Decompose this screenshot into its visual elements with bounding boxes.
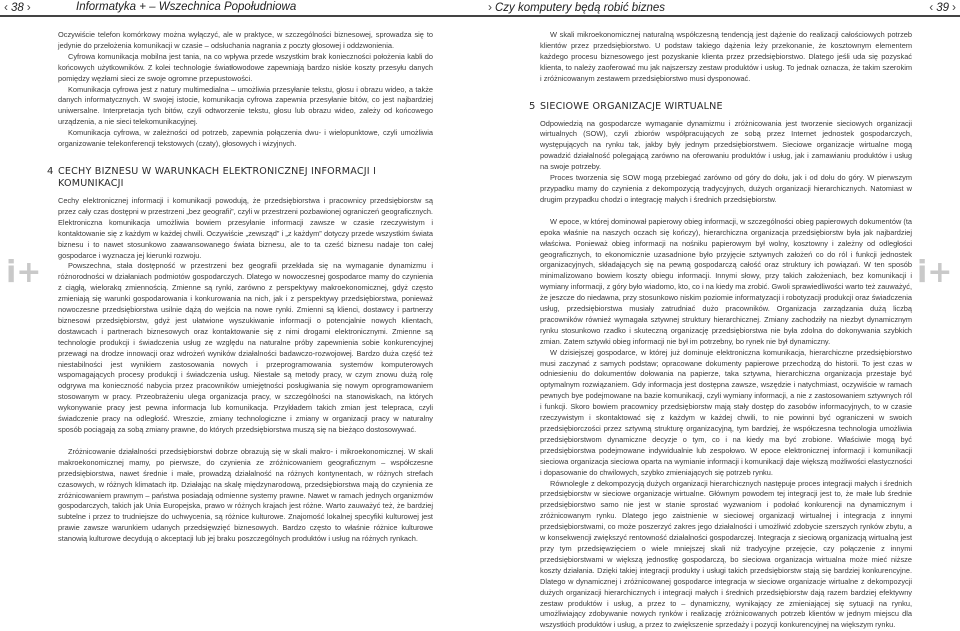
- chevron-right-icon: ›: [26, 0, 31, 14]
- paragraph: Cyfrowa komunikacja mobilna jest tania, na co wpływa przede wszystkim brak konieczności położenia kabli do końcowych użytkowników. Z kolei technologie światłowodowe zapewniają bardzo niskie koszty przesyłu danych pomiędzy węzłami sieci ze swoje ogromne przepustowości.: [58, 51, 433, 83]
- paragraph: Oczywiście telefon komórkowy można wyłączyć, ale w praktyce, w szczególności biznesowej, sprowadza się to jedynie do przełożenia komunikacji w czasie – odsłuchania nagrania z poczty głosowej i oddzwonienia.: [58, 30, 433, 50]
- section-number: 4: [47, 165, 54, 177]
- paragraph: Powszechna, stała dostępność w przestrzeni bez geografii przekłada się na wymaganie dynamizmu i różnorodności w działaniach podmiotów gospodarczych. Dlatego w nowoczesnej gospodarce mamy do czynienia z ciągłą, wielorakq zmiennością. Zmienne są rynki, zarówno z perspektywy makroekonomicznej, gdyż często zmieniają się warunki gospodarowania i konkurowania na nich, jak i z perspektywy przedsiębiorstwa, ponieważ nowoczesne przedsiębiorstwa usilnie dążą do wejścia na nowe rynki. Zmienni są klienci, dostawcy i partnerzy biznesowi przedsiębiorstw, gdyż jest ułatwione wyszukiwanie informacji o potencjalnie nowych klientach, dostawcach i partnerach biznesowych oraz kontaktowanie się z nimi drogami elektronicznymi. Zmienne są technologie produkcji i świadczenia usług ze względu na naturalne próby zapewnienia sobie konkurencyjnej przewagi na drodze innowacji oraz wdrożeń wyników działalności badawczo-rozwojowej. Bardzo duża część też niestabilności jest wynikiem zastosowania nowych i przeprogramowania systemów komputerowych wspomagających procesy produkcji i świadczenia usług. Niestałe są metody pracy, w czym znowu dużą rolę odgrywa ma konieczność nabycia przez pracowników umiejętności posługiwania się nowym oprogramowaniem stosowanym w pracy. Przeobrażeniu ulega organizacja pracy, w szczególności na stanowiskach, na których wykonywanie pracy jest pewna informacja lub komunikacja. Przykładem takich zmian jest telepraca, czyli świadczenie pracy na odległość. Wreszcie, zmiany technologiczne i zmiany w organizacji pracy w naturalny sposób pociągają za sobą zmiany prawne, do których przedsiębiorstwa muszą się na bieżąco dostosowywać.: [58, 261, 433, 434]
- left-column: [47, 30, 433, 545]
- chevron-left-icon: ‹: [4, 0, 8, 14]
- paragraph: Zróżnicowanie działalności przedsiębiorstwi dobrze obrazują się w skali makro- i mikroekonomicznej. W skali makroekonomicznej mamy, po pierwsze, do czynienia ze zróżnicowaniem geograficznym – współczesne przedsiębiorstwa, nawet średnie i małe, prowadzą działalność na różnych kontynentach, w różnych strefach czasowych, w różnych klimatach itp. Działając na skalę międzynarodową, przedsiębiorstwa mają do czynienia ze zróżnicowaniem prawnym – państwa posiadają odmienne systemy prawne. Nawet w ramach jednych organizmów gospodarczych, takich jak Unia Europejska, prawo w różnych krajach jest różne. Warto zauważyć też, że bardziej subtelne i przez to trudniejsze do uchwycenia, są różnice kulturowe. Znajomość lokalnej specyfiki kulturowej jest prawie zawsze warunkiem udanych przedsięwzięć biznesowych. Bardzo często to właśnie różnice kulturowe stanowią kulturowe decydują o akceptacji lub jej braku poszczególnych produktów i usług na różnych rynkach.: [58, 446, 433, 544]
- left-running-title: Informatyka + – Wszechnica Popołudniowa: [76, 1, 297, 13]
- paragraph: Równolegle z dekompozycją dużych organizacji hierarchicznych następuje proces integracji małych i średnich przedsiębiorstw w sieciowe organizacje wirtualne. Głównym powodem tej integracji jest to, że małe lub średnie przedsiębiorstwo samo nie jest w stanie sprostać wyzwaniom i podołać konkurencji na dynamicznym i zróżnicowanym rynku. Dlatego jego zaistnienie w sieciowej organizacji wirtualnej i integracja z innymi przedsiębiorstwami, co może poszerzyć zakres jego działalności i umożliwić zdobycie szerszych rynków zbytu, a w konsekwencji zwiększyć rentowność działalności gospodarczej. Integracja z sieciową organizacją wirtualną jest przy tym przedsięwzięciem o wiele mniejszej skali niż tradycyjne przejęcie, czy połączenie z innymi przedsiębiorstwami w większą jednostkę gospodarczą, bo sieciowa organizacja wirtualna może mieć niższe koszty działania. Dzięki takiej integracji produkty i usługi takich przedsiębiorstw stają się bardziej konkurencyjne. Dlatego w dynamicznej i zróżnicowanej gospodarce integracja w sieciowe organizacje wirtualne z dekompozycji dużych organizacji hierarchicznych i integracji małych i średnich przedsiębiorstw dają razem bardziej efektywny zestaw produktów i usług, a przez to – dynamiczny, wynikający ze zmieniającej się sytuacji na rynku, umożliwiający zdobywanie nowych rynków i realizację zróżnicowanych potrzeb klientów w jednym miejscu dla wszystkich produktów i usług, a przez to zwiększenie sprzedaży i pozycji konkurencyjnej na większym rynku.: [540, 478, 912, 630]
- section-number: 5: [529, 100, 536, 112]
- paragraph: Komunikacja cyfrowa jest z natury multimedialna – umożliwia przesyłanie tekstu, głosu i obrazu wideo, a także danych informatycznych. W swojej istocie, komunikacja cyfrowa zapewnia przesyłanie bitów, co jest najbardziej uniwersalne. Interpretacja tych bitów, czyli odtworzenie tekstu, głosu lub obrazu wideo, zależy od końcowego urządzenia, a nie sieci telekomunikacyjnej.: [58, 84, 433, 127]
- section-heading: [47, 165, 433, 190]
- chevron-right-icon: ›: [488, 0, 492, 14]
- paragraph: Cechy elektronicznej informacji i komunikacji powodują, że przedsiębiorstwa i pracownicy przedsiębiorstw są przez cały czas dostępni w przestrzeni „bez geografii”, czyli w przestrzeni pozbawionej ograniczeń geograficznych. Elektroniczna komunikacja umożliwia bowiem przesyłanie informacji zawsze w czasie rzeczywistym i kontaktowanie się z każdym w każdej chwili. Oczywiście „zewsząd” i „z każdym” dotyczy przede wszystkim świata biznesu i to nawet stosunkowo zaawansowanego świata biznesu, ale to ta cześć biznesu nadaje ton całej gospodarce i wyznacza jej kierunki rozwoju.: [58, 195, 433, 260]
- section-heading: [529, 100, 912, 113]
- right-running-title: › Czy komputery będą robić biznes: [488, 0, 666, 14]
- header-rule: [0, 15, 960, 17]
- left-page-number: ‹ 38 ›: [4, 0, 31, 14]
- paragraph: Odpowiedzią na gospodarcze wymaganie dynamizmu i zróżnicowania jest tworzenie sieciowych organizacji wirtualnych (SOW), czyli zbiorów współpracujących ze sobą przez Internet jednostek gospodarczych, występujących na rynku tak, jakby były jednym przedsiębiorstwem. Sieciowe organizacje wirtualne mogą powadzić działalność polegającą zarówno na oferowaniu produktów i usług, jak i zamawianiu produktów i usług na swoje potrzeby.: [540, 118, 912, 172]
- chevron-left-icon: ‹: [929, 0, 934, 14]
- paragraph: W dzisiejszej gospodarce, w której już dominuje elektroniczna komunikacja, hierarchiczne przedsiębiorstwo musi zaczynać z samych podstaw; opracowane dokumenty papierowe przechodzą do historii. To jest czas w odniesieniu do dokumentów dołowania na papierze, taka sztywna, hierarchiczna organizacja przestaje być optymalnym rozwiązaniem. Gdy informacja jest dostępna zawsze, wszędzie i natychmiast, oczywiście w ramach pewnych bye podejmowane na bazie komunikacji, czyli wymiany informacji, a nie z zastosowaniem sztywnych ról i funkcji. Skoro bowiem pracownicy przedsiębiorstw mają stały dostęp do zasobów informacyjnych, to w czasie rzeczywistym i skontaktować się z każdym w każdej chwili, to nie powinni być ograniczeni w swoich przedsiębiorczości przez sztywną strukturę organizacyjną, tym bardziej, że współczesna technologia umożliwia przedsiębiorstwom dynamiczne decyzje o tym, co i na kiedy ma być zrobione. Właściwie mogą być przedsiębiorstwa podejmowane indywidualnie lub zespołowo. W epoce elektronicznej informacji i komunikacji sieciowa organizacja sieciowa oparta na wymianie informacji i komunikacji daje większą możliwości elastyczności i dopasowanie do chwilowych, szybko zmieniających się potrzeb rynku.: [540, 347, 912, 477]
- right-column: [529, 30, 912, 631]
- paragraph: Proces tworzenia się SOW mogą przebiegać zarówno od góry do dołu, jak i od dołu do góry. W pierwszym przypadku mamy do czynienia z dekompozycją tradycyjnych, dużych organizacji hierarchicznych. Natomiast w drugim przypadku chodzi o integrację małych i średnich przedsiębiorstw.: [540, 173, 912, 204]
- paragraph: W skali mikroekonomicznej naturalną współczesną tendencją jest dążenie do realizacji całościowych potrzeb klientów przez przedsiębiorstwo. U podstaw takiego dążenia leży przekonanie, że kosztownym elementem każdego procesu biznesowego jest pozyskanie klienta przez przedsiębiorstwo. Dlatego jeśli uda się pozyskać klienta, to należy zaoferować mu jak najszerszy zestaw produktów i usług. To jednak oznacza, że takim szerokim i zróżnicowanym zestawem przedsiębiorstwo musi dysponować.: [540, 30, 912, 83]
- section-title: CECHY BIZNESU W WARUNKACH ELEKTRONICZNEJ INFORMACJI I KOMUNIKACJI: [58, 165, 377, 189]
- paragraph: Komunikacja cyfrowa, w zależności od potrzeb, zapewnia połączenia dwu- i wielopunktowe, czyli umożliwia organizowanie telekonferencji tekstowych (czaty), głosowych i wizyjnych.: [58, 128, 433, 149]
- informatyka-plus-logo: i+: [6, 255, 42, 290]
- section-title: SIECIOWE ORGANIZACJE WIRTUALNE: [540, 100, 723, 112]
- paragraph: W epoce, w której dominował papierowy obieg informacji, w szczególności obieg papierowych dokumentów (ta epoka właśnie na naszych oczach się kończy), hierarchiczna organizacja przedsiębiorstw była jak najbardziej właściwa. Ponieważ obieg informacji na nośniku papierowym był wolny, kosztowny i zależny od odległości geograficznych, to ekonomicznie uzasadnione było przyjęcie sztywnych założeń co do ról i funkcji jednostek organizacyjnych, składających się na pewną gospodarczą całość oraz struktury ich powiązań. W ten sposób minimalizowano bowiem koszty obiegu informacji. Innymi słowy, przy takich założeniach, bez komunikacji i wymiany informacji, z góry było wiadomo, kto, co i na kiedy ma zrobić. Gwoli sprawiedliwości warto też zauważyć, że jeszcze do niedawna, przy stosunkowo niskim poziomie informatyzacji i robotyzacji produkcji oraz świadczenia usług, przedsiębiorstwa musiały zatrudniać dużo pracowników. Organizacja zarządzania dużą liczbą pracowników również wymagała sztywnej struktury hierarchicznej. Zmiany zachodziły na niezbyt dynamicznym rynku stosunkowo rzadko i skuteczną organizację przedsiębiorstwa nie była zdolna do dokonywania szybkich zmian. Zatem sztywki obieg informacji nie był im potrzebny, bo rynek nie był dynamiczny.: [540, 216, 912, 346]
- informatyka-plus-logo: i+: [917, 255, 953, 290]
- chevron-right-icon: ›: [952, 0, 956, 14]
- right-page-number: ‹ 39 ›: [929, 0, 956, 14]
